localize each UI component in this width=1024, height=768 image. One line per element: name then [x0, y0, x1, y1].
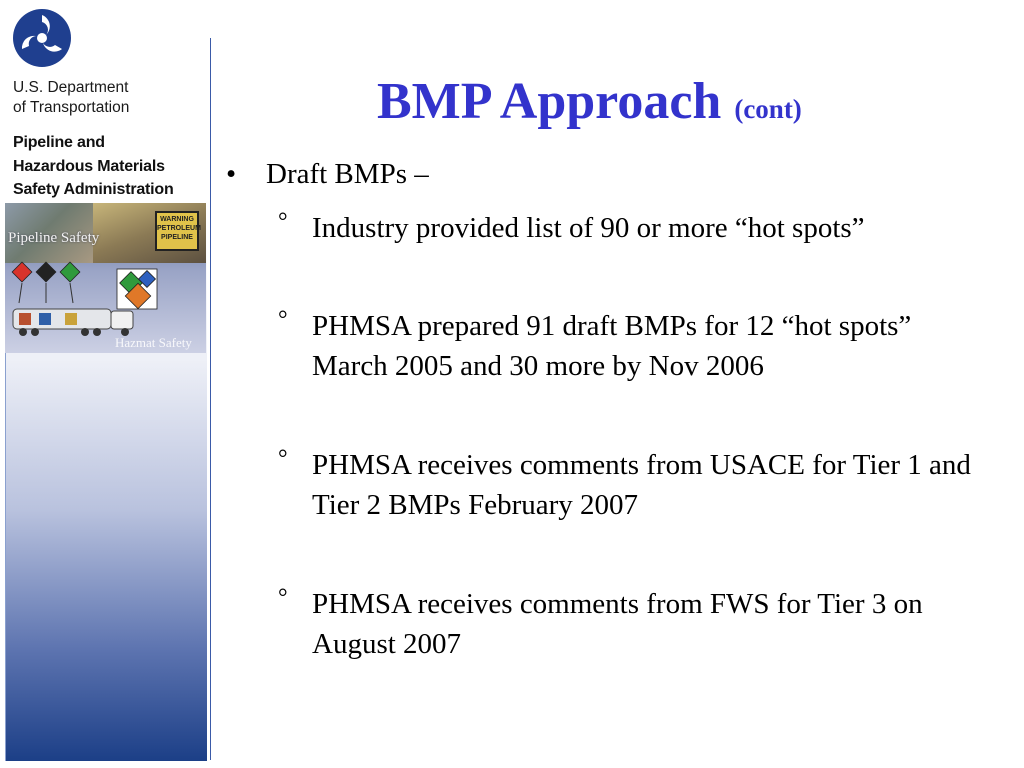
hazmat-truck-icon	[5, 261, 206, 341]
agency-line-1: Pipeline and	[13, 134, 105, 151]
sub-bullet-3	[278, 445, 1012, 525]
sub-bullet-text: PHMSA receives comments from USACE for Tier 1 and Tier 2 BMPs February 2007	[312, 449, 971, 521]
agency-line-2: Hazardous Materials	[13, 157, 165, 175]
dot-logo-icon	[12, 8, 72, 68]
pipeline-safety-label: Pipeline Safety	[8, 230, 100, 246]
sub-bullet-marker: °	[278, 585, 288, 611]
main-bullet	[226, 158, 429, 191]
agency-line-3: Safety Administration	[13, 181, 174, 198]
department-line-2: of Transportation	[13, 99, 130, 116]
warning-sign: WARNING PETROLEUM PIPELINE	[155, 211, 199, 251]
slide-title-main: BMP Approach	[377, 73, 722, 130]
slide-title-suffix: (cont)	[734, 94, 802, 124]
sub-bullet-marker: °	[278, 209, 288, 235]
sub-bullet-text: PHMSA prepared 91 draft BMPs for 12 “hot spots” March 2005 and 30 more by Nov 2006	[312, 310, 912, 382]
slide-title	[377, 72, 802, 139]
sub-bullet-4	[278, 584, 1002, 664]
department-name	[13, 78, 129, 118]
sub-bullet-marker: °	[278, 307, 288, 333]
sub-bullet-1	[278, 208, 992, 248]
sidebar	[0, 0, 212, 768]
sub-bullet-marker: °	[278, 446, 288, 472]
sub-bullet-text: PHMSA receives comments from FWS for Tier 3 on August 2007	[312, 588, 923, 660]
bullet-marker: •	[226, 158, 237, 190]
agency-name	[13, 131, 174, 202]
sub-bullet-2	[278, 306, 932, 386]
hazmat-safety-label: Hazmat Safety	[115, 335, 192, 350]
sidebar-divider	[210, 38, 211, 760]
department-line-1: U.S. Department	[13, 79, 129, 96]
banner-image	[5, 203, 206, 353]
main-bullet-text: Draft BMPs –	[266, 158, 429, 190]
sub-bullet-text: Industry provided list of 90 or more “hot spots”	[312, 212, 865, 244]
